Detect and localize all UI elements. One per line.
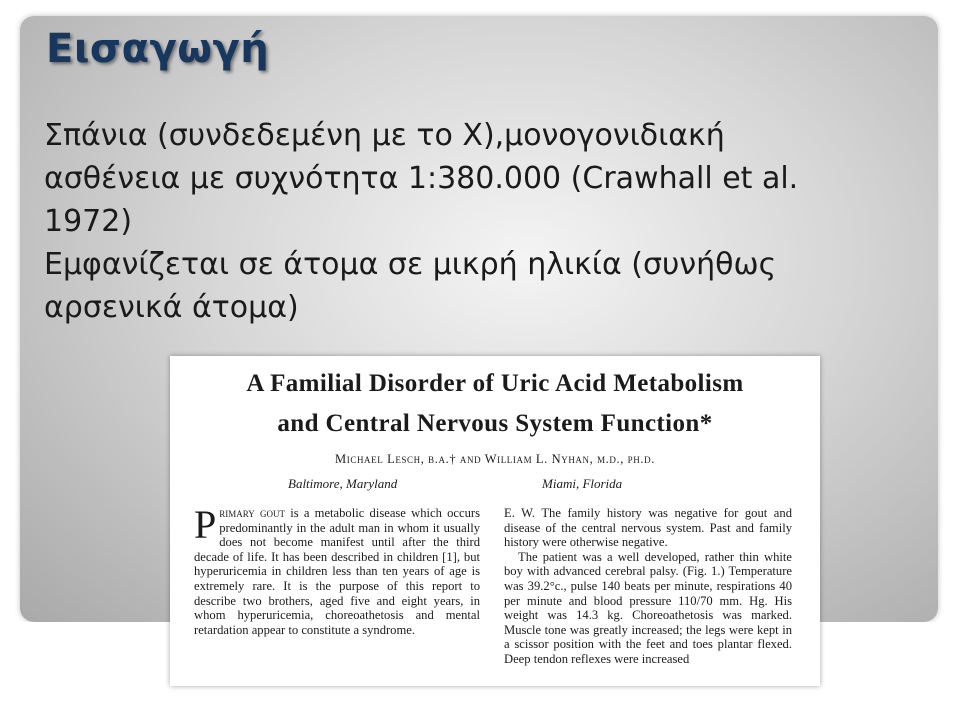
paper-right-paragraph-2: The patient was a well developed, rather thin white boy with advanced cerebral palsy. (Fig. 1.) Temperature was 39.2°c., pulse 140 beats per minute, respirations 40 per minute and blood pressure 110/70 mm. Hg. His weight was 14.3 kg. Choreoathetosis was marked. Muscle tone was greatly increased; the legs were kept in a scissor position with the feet and toes plantar flexed. Deep tendon reflexes were increased [504, 549, 792, 666]
paper-affiliation-left: Baltimore, Maryland [288, 476, 398, 491]
slide-title: Εισαγωγή [46, 26, 270, 72]
paper-excerpt-image [170, 356, 820, 686]
paper-lead-words: rimary gout [219, 506, 285, 520]
paper-right-paragraph-1: E. W. The family history was negative for gout and disease of the central nervous system. Past and family history were otherwise negative. [504, 506, 792, 550]
paper-title [190, 364, 800, 444]
paper-title-line-2: and Central Nervous System Function* [277, 410, 713, 437]
bullet-onset: Εμφανίζεται σε άτομα σε μικρή ηλικία (συνήθως αρσενικά άτομα) [44, 247, 777, 325]
bullet-frequency: Σπάνια (συνδεδεμένη με το Χ),μονογονιδιακή ασθένεια με συχνότητα 1:380.000 (Crawhall et al. 1972) [44, 118, 799, 239]
paper-title-line-1: A Familial Disorder of Uric Acid Metabolism [246, 370, 744, 397]
paper-column-left [194, 502, 480, 637]
paper-left-text: is a metabolic disease which occurs predominantly in the adult man in whom it usually does not become manifest until after the third decade of life. It has been described in children [1], but hyperuricemia in children less than ten years of age is extremely rare. It is the purpose of this report to describe two brothers, aged five and eight years, in whom hyperuricemia, choreoathetosis and mental retardation appear to constitute a syndrome. [194, 506, 480, 637]
paper-column-right [504, 506, 792, 667]
slide-body [44, 114, 864, 329]
paper-affiliation-right: Miami, Florida [542, 476, 623, 491]
paper-authors: Michael Lesch, b.a.† and William L. Nyhan, m.d., ph.d. [335, 452, 655, 466]
paper-dropcap: P [194, 502, 217, 547]
